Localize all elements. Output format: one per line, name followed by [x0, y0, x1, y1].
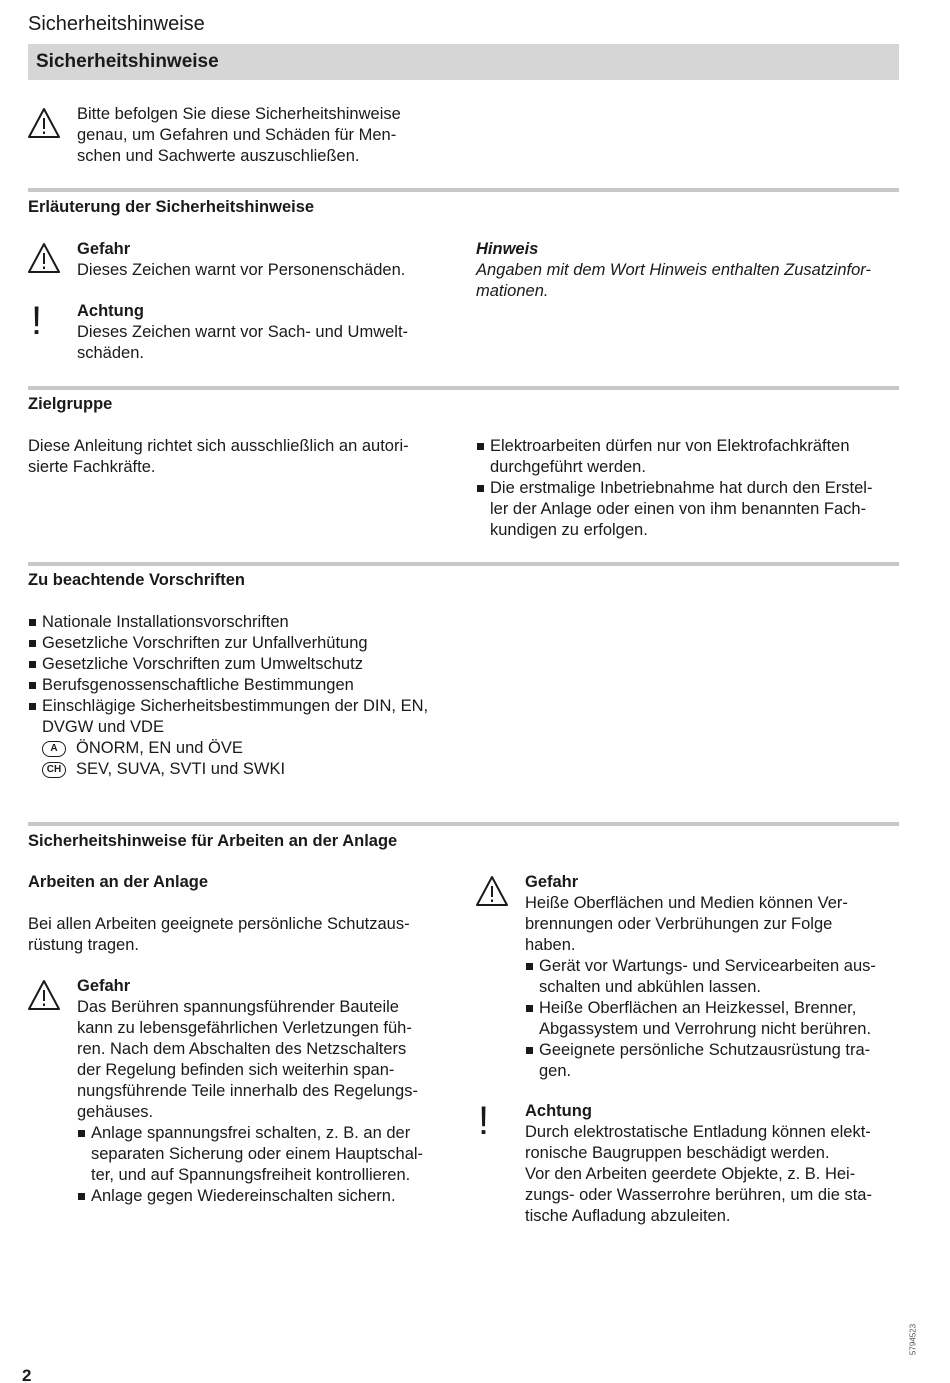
text-line: genau, um Gefahren und Schäden für Men- — [77, 126, 397, 144]
page-number: 2 — [22, 1366, 32, 1383]
text-line: DVGW und VDE — [42, 718, 164, 736]
intro-text — [77, 104, 401, 167]
target-group-list — [476, 436, 872, 541]
country-item-switzerland — [28, 759, 428, 780]
text-line: kundigen zu erfolgen. — [490, 521, 648, 539]
list-item — [28, 654, 428, 675]
list-item — [77, 1186, 423, 1207]
gefahr-hot-surface-block — [525, 872, 876, 1082]
text-line: Das Berühren spannungsführender Bauteile — [77, 998, 399, 1016]
text-line: Dieses Zeichen warnt vor Personenschäden. — [77, 261, 406, 279]
text-line: haben. — [525, 936, 576, 954]
text-line: ren. Nach dem Abschalten des Netzschalters — [77, 1040, 407, 1058]
text-line: Heiße Oberflächen an Heizkessel, Brenner, — [539, 999, 857, 1017]
text-line: Vor den Arbeiten geerdete Objekte, z. B. Hei- — [525, 1165, 856, 1183]
section-title-bar — [28, 44, 899, 80]
work-text — [28, 914, 410, 956]
text-line: gen. — [539, 1062, 572, 1080]
section-divider — [28, 188, 899, 192]
list-item — [525, 956, 876, 998]
regulations-heading: Zu beachtende Vorschriften — [28, 571, 245, 589]
country-item-austria — [28, 738, 428, 759]
list-item — [28, 675, 428, 696]
section-divider — [28, 562, 899, 566]
gefahr-title: Gefahr — [77, 240, 131, 258]
text-line: schäden. — [77, 344, 144, 362]
text-line: mationen. — [476, 282, 549, 300]
text-line: ler der Anlage oder einen von ihm benannten Fach- — [490, 500, 867, 518]
gefahr-explanation — [77, 239, 405, 281]
text-line: durchgeführt werden. — [490, 458, 646, 476]
text-line: Die erstmalige Inbetriebnahme hat durch den Erstel- — [490, 479, 873, 497]
text-line: Anlage spannungsfrei schalten, z. B. an der — [91, 1124, 411, 1142]
text-line: ÖNORM, EN und ÖVE — [76, 739, 243, 757]
list-item — [28, 612, 428, 633]
list-item — [28, 696, 428, 738]
warning-triangle-icon — [27, 107, 61, 139]
hinweis-title: Hinweis — [476, 240, 539, 258]
text-line: Bei allen Arbeiten geeignete persönliche Schutzaus- — [28, 915, 410, 933]
list-item — [476, 436, 872, 478]
text-line: separaten Sicherung oder einem Hauptschal- — [91, 1145, 424, 1163]
text-line: Gesetzliche Vorschriften zur Unfallverhütung — [42, 634, 368, 652]
text-line: tische Aufladung abzuleiten. — [525, 1207, 731, 1225]
running-title: Sicherheitshinweise — [28, 13, 205, 35]
exclamation-icon: ! — [478, 1099, 490, 1143]
text-line: Geeignete persönliche Schutzausrüstung tra- — [539, 1041, 871, 1059]
text-line: rüstung tragen. — [28, 936, 139, 954]
text-line: Heiße Oberflächen und Medien können Ver- — [525, 894, 848, 912]
text-line: Abgassystem und Verrohrung nicht berühren. — [539, 1020, 872, 1038]
exclamation-icon: ! — [31, 299, 43, 343]
document-number: 5794523 — [908, 1323, 918, 1356]
text-line: Bitte befolgen Sie diese Sicherheitshinweise — [77, 105, 401, 123]
text-line: Diese Anleitung richtet sich ausschließlich an autori- — [28, 437, 409, 455]
gefahr-electric-block — [77, 976, 423, 1207]
list-item — [77, 1123, 423, 1186]
text-line: Angaben mit dem Wort Hinweis enthalten Zusatzinfor- — [476, 261, 871, 279]
section-divider — [28, 386, 899, 390]
warning-triangle-icon — [27, 979, 61, 1011]
achtung-explanation — [77, 301, 408, 364]
gefahr-title: Gefahr — [525, 873, 579, 891]
list-item — [476, 478, 872, 541]
section-title: Sicherheitshinweise — [36, 51, 219, 72]
text-line: ronische Baugruppen beschädigt werden. — [525, 1144, 830, 1162]
section-divider — [28, 822, 899, 826]
text-line: Gesetzliche Vorschriften zum Umweltschutz — [42, 655, 363, 673]
warning-triangle-icon — [27, 242, 61, 274]
text-line: Gerät vor Wartungs- und Servicearbeiten aus- — [539, 957, 876, 975]
target-group-text — [28, 436, 409, 478]
text-line: kann zu lebensgefährlichen Verletzungen füh- — [77, 1019, 412, 1037]
text-line: der Regelung befinden sich weiterhin span- — [77, 1061, 395, 1079]
text-line: Einschlägige Sicherheitsbestimmungen der DIN, EN, — [42, 697, 429, 715]
text-line: nungsführende Teile innerhalb des Regelungs- — [77, 1082, 418, 1100]
text-line: schen und Sachwerte auszuschließen. — [77, 147, 360, 165]
achtung-title: Achtung — [77, 302, 144, 320]
text-line: Anlage gegen Wiedereinschalten sichern. — [91, 1187, 396, 1205]
text-line: sierte Fachkräfte. — [28, 458, 156, 476]
hinweis-explanation — [476, 239, 871, 302]
warning-triangle-icon — [475, 875, 509, 907]
text-line: Dieses Zeichen warnt vor Sach- und Umwelt- — [77, 323, 409, 341]
text-line: zungs- oder Wasserrohre berühren, um die sta- — [525, 1186, 872, 1204]
achtung-esd-block — [525, 1101, 872, 1227]
achtung-title: Achtung — [525, 1102, 592, 1120]
regulations-list — [28, 612, 428, 780]
explanation-heading: Erläuterung der Sicherheitshinweise — [28, 198, 315, 216]
list-item — [525, 998, 876, 1040]
gefahr-title: Gefahr — [77, 977, 131, 995]
list-item — [28, 633, 428, 654]
text-line: Durch elektrostatische Entladung können elekt- — [525, 1123, 871, 1141]
text-line: Elektroarbeiten dürfen nur von Elektrofachkräften — [490, 437, 850, 455]
text-line: schalten und abkühlen lassen. — [539, 978, 761, 996]
text-line: brennungen oder Verbrühungen zur Folge — [525, 915, 833, 933]
list-item — [525, 1040, 876, 1082]
text-line: Berufsgenossenschaftliche Bestimmungen — [42, 676, 354, 694]
text-line: ter, und auf Spannungsfreiheit kontrollieren. — [91, 1166, 411, 1184]
text-line: gehäuses. — [77, 1103, 154, 1121]
country-badge: A — [42, 741, 66, 757]
text-line: SEV, SUVA, SVTI und SWKI — [76, 760, 286, 778]
work-heading: Sicherheitshinweise für Arbeiten an der Anlage — [28, 832, 398, 850]
country-badge: CH — [42, 762, 66, 778]
text-line: Nationale Installationsvorschriften — [42, 613, 289, 631]
work-subheading: Arbeiten an der Anlage — [28, 873, 209, 891]
target-group-heading: Zielgruppe — [28, 395, 113, 413]
